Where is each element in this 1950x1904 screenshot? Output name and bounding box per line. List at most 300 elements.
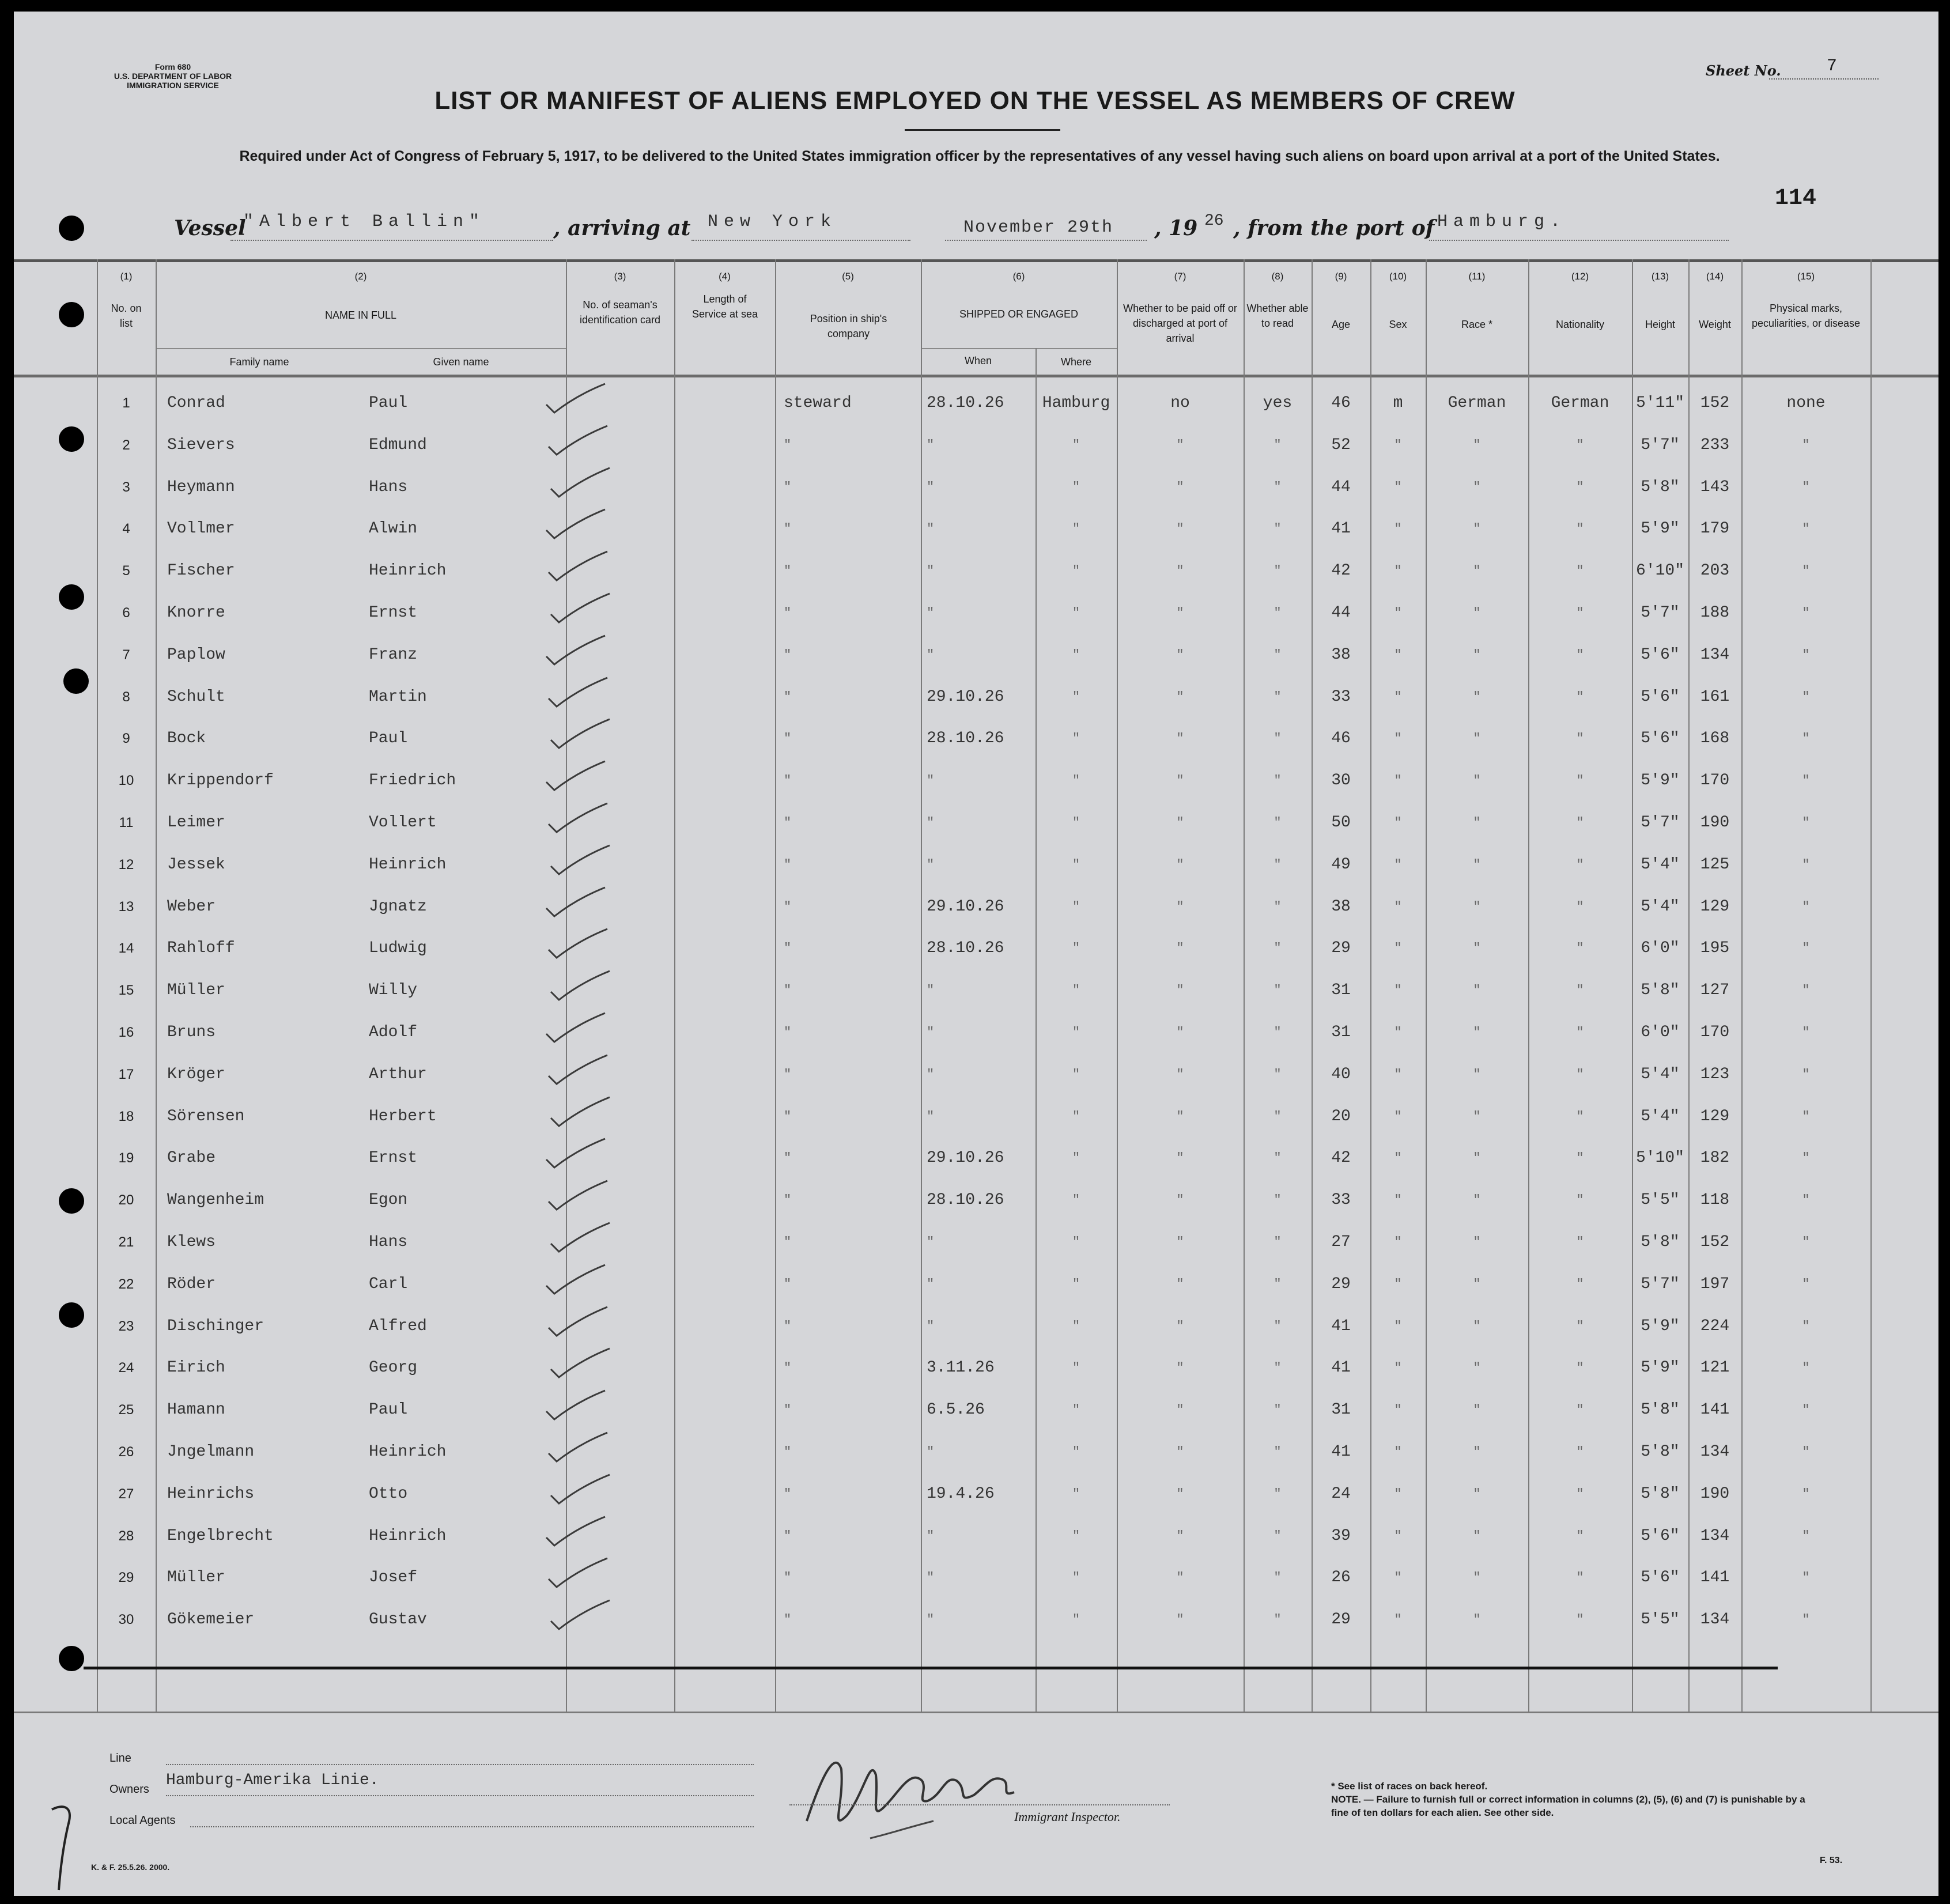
cell-weight: 152 — [1700, 1233, 1730, 1251]
cell-read: " — [1273, 689, 1282, 704]
cell-given: Alwin — [369, 520, 418, 538]
cell-age: 41 — [1331, 1317, 1351, 1335]
cell-nat: " — [1576, 899, 1584, 914]
cell-read: " — [1273, 606, 1282, 620]
col-num-9: (9) — [1335, 271, 1347, 282]
cell-family: Müller — [167, 981, 225, 1000]
cell-when: " — [927, 1319, 935, 1333]
cell-weight: 143 — [1700, 478, 1730, 496]
cell-race: " — [1473, 1361, 1481, 1376]
cell-paid: " — [1176, 1612, 1184, 1627]
col-subheader-family: Family name — [229, 356, 289, 368]
cell-nat: " — [1576, 1319, 1584, 1333]
col-header-paid-off: Whether to be paid off or discharged at port of arrival — [1123, 303, 1237, 344]
cell-no: 10 — [118, 773, 134, 789]
cell-when: 28.10.26 — [927, 730, 1004, 748]
cell-paid: " — [1176, 857, 1184, 872]
cell-where: " — [1072, 815, 1080, 830]
cell-when: " — [927, 564, 935, 579]
cell-race: " — [1473, 815, 1481, 830]
cell-given: Edmund — [369, 436, 427, 454]
cell-given: Herbert — [369, 1107, 437, 1125]
cell-nat: " — [1576, 1193, 1584, 1208]
cell-age: 52 — [1331, 436, 1351, 454]
cell-given: Heinrich — [369, 1443, 447, 1461]
col-num-14: (14) — [1706, 271, 1724, 282]
cell-no: 22 — [118, 1276, 134, 1292]
col-header-name: NAME IN FULL — [324, 309, 397, 321]
cell-read: " — [1273, 1235, 1282, 1249]
cell-age: 20 — [1331, 1107, 1351, 1125]
cell-sex: " — [1394, 1109, 1402, 1124]
cell-given: Paul — [369, 394, 408, 412]
cell-family: Paplow — [167, 645, 225, 664]
cell-sex: " — [1394, 437, 1402, 452]
cell-nat: " — [1576, 1067, 1584, 1082]
cell-family: Müller — [167, 1569, 225, 1587]
cell-nat: " — [1576, 815, 1584, 830]
cell-position: " — [784, 647, 792, 662]
cell-marks: " — [1802, 1570, 1810, 1585]
cell-weight: 134 — [1700, 645, 1730, 664]
title-underline — [905, 129, 1060, 131]
cell-read: " — [1273, 815, 1282, 830]
cell-sex: " — [1394, 1067, 1402, 1082]
cell-family: Vollmer — [167, 520, 235, 538]
cell-sex: " — [1394, 1403, 1402, 1418]
col-header-age: Age — [1331, 319, 1351, 330]
vessel-name: "Albert Ballin" — [243, 212, 486, 232]
cell-when: " — [927, 1570, 935, 1585]
cell-no: 5 — [122, 563, 130, 579]
cell-height: 5'4" — [1641, 1107, 1680, 1125]
line-field-line — [166, 1763, 754, 1765]
cell-sex: " — [1394, 606, 1402, 620]
cell-when: " — [927, 647, 935, 662]
cell-paid: " — [1176, 1361, 1184, 1376]
cell-marks: " — [1802, 1361, 1810, 1376]
cell-race: " — [1473, 606, 1481, 620]
cell-race: " — [1473, 731, 1481, 746]
cell-family: Grabe — [167, 1149, 216, 1168]
punch-hole — [59, 1646, 84, 1671]
cell-weight: 188 — [1700, 604, 1730, 622]
cell-where: Hamburg — [1042, 394, 1110, 412]
cell-race: " — [1473, 1403, 1481, 1418]
cell-marks: " — [1802, 1276, 1810, 1291]
cell-nat: " — [1576, 1445, 1584, 1459]
cell-given: Otto — [369, 1484, 408, 1503]
cell-marks: " — [1802, 437, 1810, 452]
cell-race: " — [1473, 941, 1481, 956]
col-num-12: (12) — [1571, 271, 1589, 282]
cell-paid: " — [1176, 1445, 1184, 1459]
cell-race: " — [1473, 899, 1481, 914]
cell-nat: " — [1576, 1403, 1584, 1418]
col-num-1: (1) — [120, 271, 133, 282]
table-top-rule — [14, 259, 1938, 262]
cell-paid: " — [1176, 773, 1184, 788]
cell-nat: " — [1576, 773, 1584, 788]
cell-height: 5'4" — [1641, 897, 1680, 916]
cell-marks: " — [1802, 1528, 1810, 1543]
cell-no: 27 — [118, 1486, 134, 1502]
cell-weight: 134 — [1700, 1527, 1730, 1545]
cell-family: Weber — [167, 897, 216, 916]
cell-where: " — [1072, 1235, 1080, 1249]
cell-height: 5'8" — [1641, 1401, 1680, 1419]
cell-no: 16 — [118, 1025, 134, 1040]
cell-race: " — [1473, 983, 1481, 998]
cell-marks: " — [1802, 1319, 1810, 1333]
cell-paid: " — [1176, 689, 1184, 704]
cell-given: Friedrich — [369, 772, 456, 790]
cell-family: Heinrichs — [167, 1484, 255, 1503]
cell-weight: 190 — [1700, 1484, 1730, 1503]
cell-sex: " — [1394, 773, 1402, 788]
punch-hole — [59, 302, 84, 327]
cell-race: " — [1473, 437, 1481, 452]
cell-sex: " — [1394, 1612, 1402, 1627]
cell-given: Carl — [369, 1275, 408, 1293]
cell-marks: " — [1802, 773, 1810, 788]
col-header-weight: Weight — [1699, 319, 1731, 330]
cell-height: 5'9" — [1641, 1317, 1680, 1335]
cell-sex: " — [1394, 1276, 1402, 1291]
cell-where: " — [1072, 606, 1080, 620]
column-divider — [921, 259, 922, 1712]
cell-height: 5'8" — [1641, 981, 1680, 1000]
cell-age: 46 — [1331, 730, 1351, 748]
cell-family: Röder — [167, 1275, 216, 1293]
col-num-2: (2) — [354, 271, 367, 282]
inspector-signature — [784, 1735, 1072, 1844]
cell-where: " — [1072, 647, 1080, 662]
cell-paid: " — [1176, 1067, 1184, 1082]
cell-given: Adolf — [369, 1023, 418, 1041]
cell-paid: " — [1176, 1193, 1184, 1208]
cell-height: 5'7" — [1641, 436, 1680, 454]
cell-read: " — [1273, 899, 1282, 914]
cell-position: " — [784, 689, 792, 704]
cell-age: 31 — [1331, 1401, 1351, 1419]
cell-position: " — [784, 983, 792, 998]
cell-height: 5'4" — [1641, 1065, 1680, 1083]
cell-age: 29 — [1331, 1611, 1351, 1629]
cell-family: Engelbrecht — [167, 1527, 274, 1545]
cell-sex: " — [1394, 1193, 1402, 1208]
cell-given: Egon — [369, 1191, 408, 1210]
cell-read: " — [1273, 1151, 1282, 1166]
cell-no: 4 — [122, 521, 130, 537]
col-num-8: (8) — [1271, 271, 1284, 282]
page-number: 114 — [1775, 186, 1817, 211]
cell-sex: " — [1394, 689, 1402, 704]
cell-no: 2 — [122, 437, 130, 453]
cell-sex: " — [1394, 1570, 1402, 1585]
cell-nat: " — [1576, 606, 1584, 620]
cell-sex: " — [1394, 1319, 1402, 1333]
col-subheader-when: When — [964, 355, 992, 367]
cell-height: 5'7" — [1641, 604, 1680, 622]
cell-marks: " — [1802, 815, 1810, 830]
cell-family: Bruns — [167, 1023, 216, 1041]
cell-given: Josef — [369, 1569, 418, 1587]
arriving-label: , arriving at — [553, 216, 691, 240]
cell-weight: 129 — [1700, 1107, 1730, 1125]
cell-race: " — [1473, 564, 1481, 579]
cell-paid: " — [1176, 1570, 1184, 1585]
cell-family: Dischinger — [167, 1317, 264, 1335]
cell-given: Heinrich — [369, 1527, 447, 1545]
cell-height: 5'9" — [1641, 1359, 1680, 1377]
cell-sex: " — [1394, 564, 1402, 579]
cell-weight: 118 — [1700, 1191, 1730, 1210]
col-num-15: (15) — [1797, 271, 1815, 282]
cell-family: Leimer — [167, 814, 225, 832]
cell-sex: " — [1394, 857, 1402, 872]
cell-no: 6 — [122, 605, 130, 621]
cell-sex: " — [1394, 647, 1402, 662]
inspector-signature-line — [789, 1804, 1170, 1805]
cell-position: " — [784, 941, 792, 956]
cell-weight: 233 — [1700, 436, 1730, 454]
cell-no: 15 — [118, 983, 134, 999]
cell-paid: " — [1176, 1276, 1184, 1291]
cell-position: " — [784, 1612, 792, 1627]
cell-family: Wangenheim — [167, 1191, 264, 1210]
cell-race: " — [1473, 1276, 1481, 1291]
year-prefix: , 19 — [1154, 216, 1198, 240]
cell-nat: " — [1576, 479, 1584, 494]
arrival-date: November 29th — [963, 218, 1114, 237]
cell-no: 30 — [118, 1612, 134, 1628]
cell-position: " — [784, 1403, 792, 1418]
cell-race: " — [1473, 1528, 1481, 1543]
cell-marks: " — [1802, 731, 1810, 746]
header-bottom-rule — [14, 375, 1938, 377]
cell-nat: " — [1576, 1109, 1584, 1124]
cell-marks: " — [1802, 899, 1810, 914]
col-num-3: (3) — [614, 271, 626, 282]
cell-age: 33 — [1331, 1191, 1351, 1210]
cell-race: " — [1473, 1025, 1481, 1040]
cell-no: 14 — [118, 940, 134, 957]
cell-given: Paul — [369, 1401, 408, 1419]
col-subheader-where: Where — [1060, 356, 1091, 368]
printer-mark: K. & F. 25.5.26. 2000. — [91, 1863, 170, 1872]
col-subheader-given: Given name — [433, 356, 489, 368]
cell-where: " — [1072, 1025, 1080, 1040]
cell-read: " — [1273, 1612, 1282, 1627]
cell-race: " — [1473, 773, 1481, 788]
cell-height: 5'6" — [1641, 1569, 1680, 1587]
cell-sex: " — [1394, 983, 1402, 998]
cell-no: 3 — [122, 479, 130, 495]
cell-read: " — [1273, 1528, 1282, 1543]
cell-given: Georg — [369, 1359, 418, 1377]
cell-weight: 121 — [1700, 1359, 1730, 1377]
cell-given: Hans — [369, 1233, 408, 1251]
port-dotline — [691, 240, 910, 241]
cell-height: 5'6" — [1641, 687, 1680, 706]
cell-no: 13 — [118, 898, 134, 915]
cell-sex: m — [1393, 394, 1403, 412]
cell-given: Ludwig — [369, 939, 427, 958]
cell-height: 5'11" — [1635, 394, 1684, 412]
cell-marks: " — [1802, 1445, 1810, 1459]
cell-height: 5'7" — [1641, 814, 1680, 832]
cell-where: " — [1072, 1067, 1080, 1082]
cell-position: " — [784, 731, 792, 746]
cell-sex: " — [1394, 1445, 1402, 1459]
cell-where: " — [1072, 857, 1080, 872]
cell-weight: 224 — [1700, 1317, 1730, 1335]
cell-no: 29 — [118, 1570, 134, 1586]
cell-weight: 195 — [1700, 939, 1730, 958]
cell-when: " — [927, 1235, 935, 1249]
service-name: IMMIGRATION SERVICE — [127, 81, 219, 90]
cell-read: " — [1273, 1193, 1282, 1208]
col-num-6: (6) — [1012, 271, 1025, 282]
cell-race: " — [1473, 1612, 1481, 1627]
cell-paid: " — [1176, 1151, 1184, 1166]
cell-sex: " — [1394, 1361, 1402, 1376]
cell-paid: " — [1176, 1109, 1184, 1124]
cell-position: steward — [784, 394, 852, 412]
cell-no: 24 — [118, 1360, 134, 1376]
cell-weight: 129 — [1700, 897, 1730, 916]
cell-no: 1 — [122, 395, 130, 411]
cell-marks: " — [1802, 857, 1810, 872]
cell-age: 42 — [1331, 1149, 1351, 1168]
col-num-5: (5) — [842, 271, 854, 282]
cell-race: " — [1473, 522, 1481, 537]
cell-height: 6'10" — [1635, 562, 1684, 580]
cell-age: 38 — [1331, 645, 1351, 664]
cell-family: Eirich — [167, 1359, 225, 1377]
cell-when: 3.11.26 — [927, 1359, 995, 1377]
cell-family: Jessek — [167, 855, 225, 874]
page-subtitle: Required under Act of Congress of February 5, 1917, to be delivered to the United States immigration officer by the representatives of any vessel having such aliens on board upon arrival at a port of the United States. — [239, 148, 1720, 164]
column-divider — [775, 259, 776, 1712]
cell-weight: 141 — [1700, 1401, 1730, 1419]
cell-position: " — [784, 1025, 792, 1040]
cell-family: Hamann — [167, 1401, 225, 1419]
cell-where: " — [1072, 1403, 1080, 1418]
cell-family: Conrad — [167, 394, 225, 412]
cell-sex: " — [1394, 1151, 1402, 1166]
cell-age: 50 — [1331, 814, 1351, 832]
cell-when: " — [927, 815, 935, 830]
cell-paid: " — [1176, 437, 1184, 452]
cell-family: Fischer — [167, 562, 235, 580]
cell-nat: " — [1576, 1612, 1584, 1627]
cell-read: " — [1273, 1109, 1282, 1124]
cell-read: " — [1273, 1319, 1282, 1333]
cell-read: " — [1273, 731, 1282, 746]
cell-where: " — [1072, 1276, 1080, 1291]
cell-when: " — [927, 857, 935, 872]
cell-read: " — [1273, 479, 1282, 494]
cell-when: 28.10.26 — [927, 394, 1004, 412]
cell-marks: " — [1802, 522, 1810, 537]
cell-age: 31 — [1331, 981, 1351, 1000]
col-num-7: (7) — [1174, 271, 1186, 282]
cell-age: 39 — [1331, 1527, 1351, 1545]
cell-paid: " — [1176, 1025, 1184, 1040]
cell-read: " — [1273, 522, 1282, 537]
cell-marks: " — [1802, 941, 1810, 956]
cell-where: " — [1072, 899, 1080, 914]
col-num-4: (4) — [719, 271, 731, 282]
cell-where: " — [1072, 1528, 1080, 1543]
cell-when: " — [927, 1445, 935, 1459]
cell-height: 5'6" — [1641, 645, 1680, 664]
race-note: * See list of races on back hereof. — [1331, 1781, 1488, 1792]
cell-height: 5'9" — [1641, 520, 1680, 538]
cell-nat: " — [1576, 1235, 1584, 1249]
punch-hole — [59, 1188, 84, 1214]
cell-where: " — [1072, 1612, 1080, 1627]
cell-height: 5'9" — [1641, 772, 1680, 790]
cell-weight: 161 — [1700, 687, 1730, 706]
cell-age: 30 — [1331, 772, 1351, 790]
from-dotline — [1429, 240, 1729, 241]
cell-read: " — [1273, 1445, 1282, 1459]
cell-nat: German — [1551, 394, 1609, 412]
col-header-service: Length of Service at sea — [691, 293, 758, 320]
cell-where: " — [1072, 564, 1080, 579]
cell-paid: " — [1176, 564, 1184, 579]
punch-hole — [63, 668, 89, 694]
cell-position: " — [784, 773, 792, 788]
cell-weight: 141 — [1700, 1569, 1730, 1587]
cell-where: " — [1072, 773, 1080, 788]
cell-read: " — [1273, 1361, 1282, 1376]
col-header-no: No. on list — [111, 303, 142, 329]
cell-height: 5'8" — [1641, 1484, 1680, 1503]
cell-race: " — [1473, 1109, 1481, 1124]
cell-paid: " — [1176, 1403, 1184, 1418]
cell-when: " — [927, 1528, 935, 1543]
cell-paid: " — [1176, 606, 1184, 620]
cell-race: " — [1473, 1570, 1481, 1585]
cell-age: 31 — [1331, 1023, 1351, 1041]
cell-nat: " — [1576, 941, 1584, 956]
col-num-10: (10) — [1389, 271, 1407, 282]
cell-no: 18 — [118, 1108, 134, 1124]
cell-age: 29 — [1331, 1275, 1351, 1293]
cell-weight: 197 — [1700, 1275, 1730, 1293]
cell-weight: 190 — [1700, 814, 1730, 832]
cell-marks: " — [1802, 1235, 1810, 1249]
cell-sex: " — [1394, 1025, 1402, 1040]
cell-given: Alfred — [369, 1317, 427, 1335]
cell-nat: " — [1576, 564, 1584, 579]
column-divider — [156, 259, 157, 1712]
cell-where: " — [1072, 1319, 1080, 1333]
cell-given: Arthur — [369, 1065, 427, 1083]
cell-race: " — [1473, 1486, 1481, 1501]
cell-paid: " — [1176, 1235, 1184, 1249]
cell-sex: " — [1394, 479, 1402, 494]
column-divider — [1870, 259, 1872, 1712]
list-end-rule — [84, 1667, 1778, 1669]
cell-position: " — [784, 479, 792, 494]
cell-family: Klews — [167, 1233, 216, 1251]
cell-nat: " — [1576, 983, 1584, 998]
